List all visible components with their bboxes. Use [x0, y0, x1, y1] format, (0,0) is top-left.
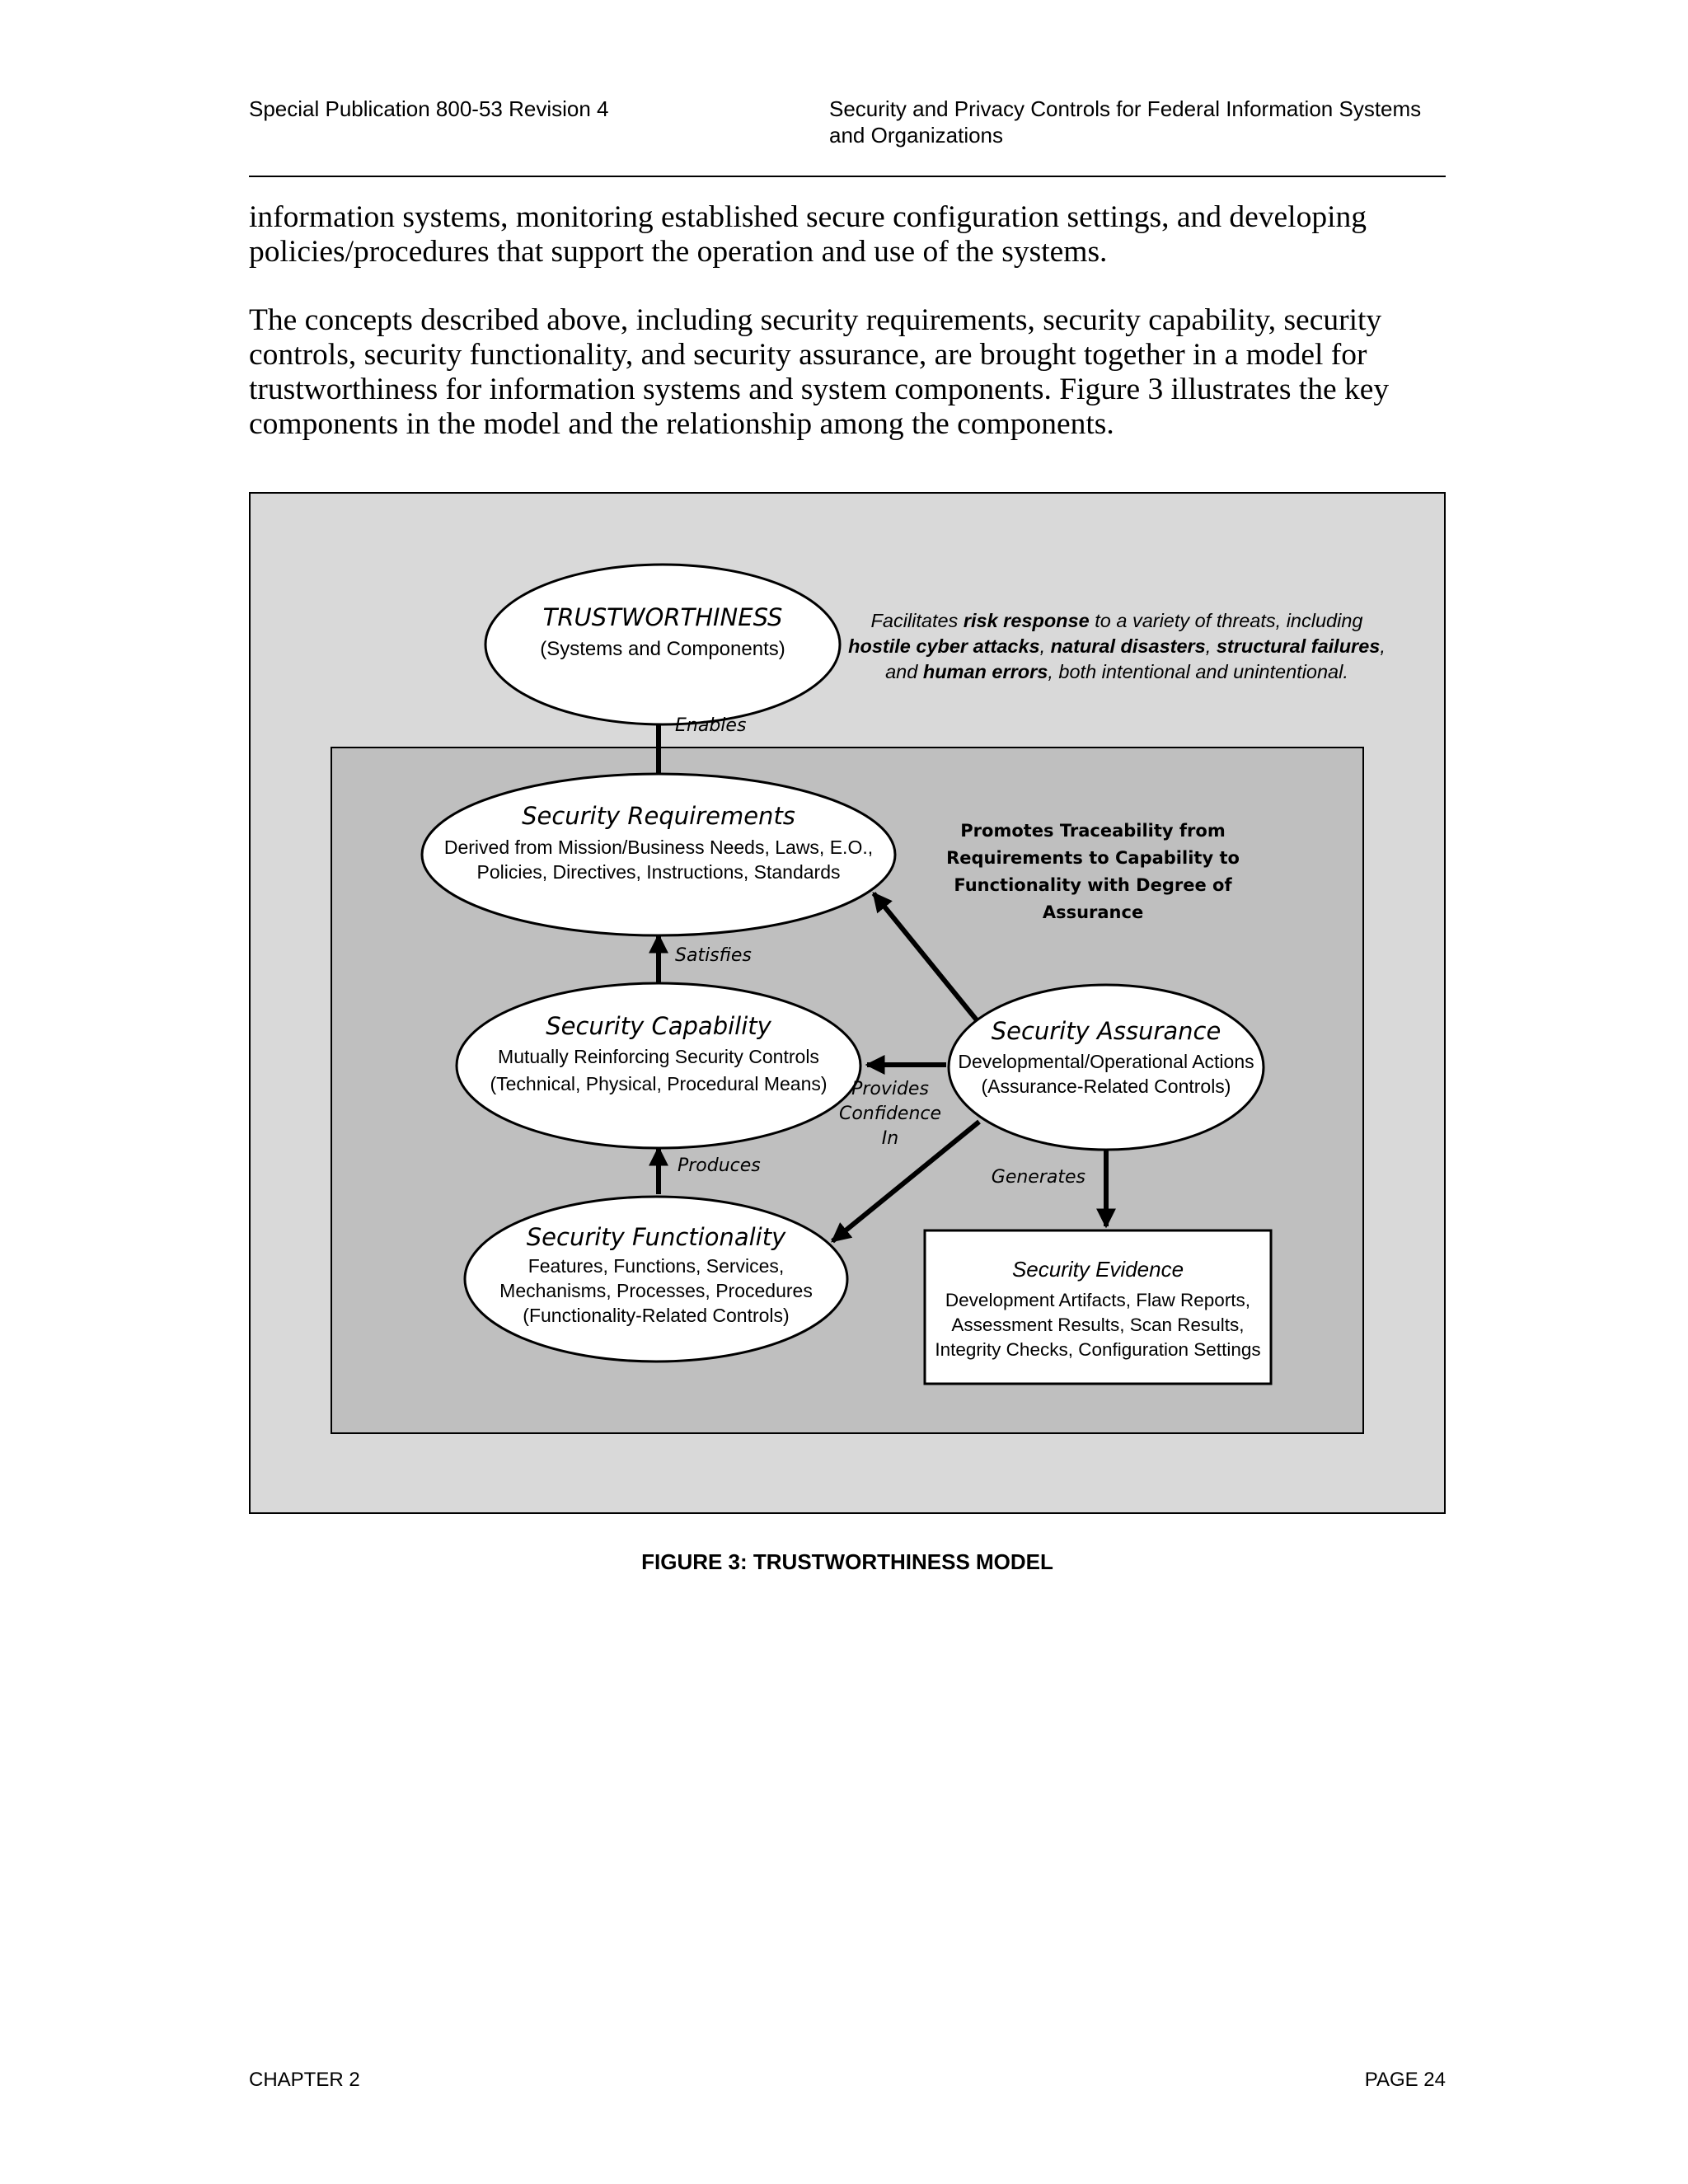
functionality-title: Security Functionality — [526, 1223, 786, 1251]
functionality-ellipse — [465, 1197, 847, 1361]
figure-caption: FIGURE 3: TRUSTWORTHINESS MODEL — [641, 1549, 1053, 1574]
functionality-line2: Mechanisms, Processes, Procedures — [499, 1280, 813, 1301]
generates-label: Generates — [991, 1167, 1085, 1188]
promotes-line4: Assurance — [1042, 902, 1144, 922]
header-rule — [249, 176, 1446, 177]
capability-line2: (Technical, Physical, Procedural Means) — [490, 1073, 828, 1094]
running-header-left: Special Publication 800-53 Revision 4 — [249, 96, 609, 121]
trustworthiness-subtitle: (Systems and Components) — [540, 638, 785, 660]
evidence-line3: Integrity Checks, Configuration Settings — [935, 1339, 1261, 1360]
footer-page-number: PAGE 24 — [1364, 2069, 1446, 2091]
requirements-title: Security Requirements — [522, 802, 795, 830]
provides-line2: Confidence — [838, 1104, 942, 1124]
evidence-title: Security Evidence — [1011, 1257, 1184, 1282]
requirements-line2: Policies, Directives, Instructions, Standards — [476, 861, 841, 883]
trustworthiness-title: TRUSTWORTHINESS — [542, 603, 783, 631]
functionality-line3: (Functionality-Related Controls) — [523, 1305, 790, 1326]
assurance-line2: (Assurance-Related Controls) — [981, 1076, 1231, 1097]
facilitates-line2: hostile cyber attacks, natural disasters, structural failures, — [848, 635, 1386, 657]
evidence-line2: Assessment Results, Scan Results, — [951, 1315, 1245, 1335]
footer-chapter: CHAPTER 2 — [249, 2069, 360, 2091]
produces-label: Produces — [678, 1155, 761, 1176]
promotes-line3: Functionality with Degree of — [954, 875, 1232, 895]
running-header-right-line1: Security and Privacy Controls for Federal Information Systems — [829, 96, 1422, 121]
running-header-right — [829, 96, 1421, 148]
assurance-title: Security Assurance — [991, 1017, 1221, 1045]
satisfies-label: Satisfies — [675, 945, 752, 966]
functionality-line1: Features, Functions, Services, — [528, 1255, 785, 1277]
capability-title: Security Capability — [546, 1012, 771, 1040]
capability-line1: Mutually Reinforcing Security Controls — [498, 1046, 819, 1067]
provides-line3: In — [881, 1128, 899, 1149]
enables-label: Enables — [675, 715, 747, 736]
facilitates-line3: and human errors, both intentional and unintentional. — [885, 661, 1348, 682]
running-header-right-line2: and Organizations — [829, 123, 1004, 148]
promotes-line1: Promotes Traceability from — [960, 821, 1226, 841]
facilitates-line1: Facilitates risk response to a variety of threats, including — [870, 610, 1363, 631]
provides-line1: Provides — [851, 1079, 929, 1099]
trustworthiness-model-figure — [249, 492, 1446, 1514]
assurance-line1: Developmental/Operational Actions — [958, 1051, 1254, 1072]
body-paragraph-1: information systems, monitoring established secure configuration settings, and developing policies/procedures that support the operation and use of the systems. — [249, 200, 1367, 269]
evidence-line1: Development Artifacts, Flaw Reports, — [945, 1290, 1251, 1310]
promotes-line2: Requirements to Capability to — [946, 848, 1240, 868]
requirements-line1: Derived from Mission/Business Needs, Laws, E.O., — [443, 837, 874, 858]
body-paragraph-2: The concepts described above, including security requirements, security capability, security controls, security functionality, and security assurance, are brought together in a model for trustworthiness for information systems and system components. Figure 3 illustrates the key components in the model and the relationship among the components. — [249, 303, 1390, 441]
